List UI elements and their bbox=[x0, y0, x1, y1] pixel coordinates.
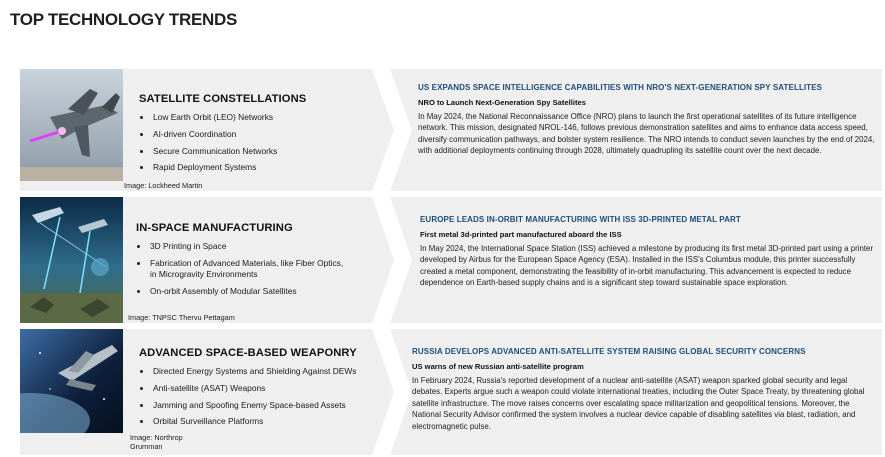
trend-row-3 bbox=[20, 329, 882, 455]
trend-bullet-list bbox=[139, 366, 389, 428]
page-title: TOP TECHNOLOGY TRENDS bbox=[10, 10, 238, 29]
image-credit: Image: Northrop Grumman bbox=[130, 433, 183, 451]
news-headline: US EXPANDS SPACE INTELLIGENCE CAPABILITIES WITH NRO'S NEXT-GENERATION SPY SATELLITES bbox=[418, 83, 823, 92]
trend-bullet: Secure Communication Networks bbox=[139, 146, 389, 157]
trend-row-1 bbox=[20, 69, 882, 191]
news-body: In February 2024, Russia's reported development of a nuclear anti-satellite (ASAT) weapon sparked global security and legal debates. Experts argue such a weapon could violate international treaties, including the Outer Space Treaty, by threatening global satellite infrastructure. The move raises concerns over escalating space militarization and geopolitical tensions. Moreover, the National Security Advisor confirmed the system involves a nuclear device capable of disabling satellites via blast, radiation, and electromagnetic pulse. bbox=[412, 376, 865, 431]
trend-bullet: On-orbit Assembly of Modular Satellites bbox=[136, 286, 386, 297]
trend-row-2 bbox=[20, 197, 882, 323]
news-body: In May 2024, the National Reconnaissance Office (NRO) plans to launch the first operational satellites of its future intelligence network. This mission, designated NROL-146, follows previous demonstration satellites and aims to enhance data access speed, diversify communication pathways, and bolster system resilience. The NRO intends to conduct seven launches by the end of 2024, with additional deployments continuing through 2028, ultimately quadrupling its satellite count over the next decade. bbox=[418, 112, 875, 156]
news-subheadline: US warns of new Russian anti-satellite program bbox=[412, 362, 584, 371]
trend-title: ADVANCED SPACE-BASED WEAPONRY bbox=[139, 347, 357, 359]
trend-bullet-list bbox=[136, 241, 386, 297]
trend-bullet: Anti-satellite (ASAT) Weapons bbox=[139, 383, 389, 394]
news-subheadline: NRO to Launch Next-Generation Spy Satellites bbox=[418, 98, 586, 107]
trend-bullet: Rapid Deployment Systems bbox=[139, 162, 389, 173]
image-credit: Image: Lockheed Martin bbox=[124, 181, 203, 190]
trend-bullet: Directed Energy Systems and Shielding Against DEWs bbox=[139, 366, 389, 377]
trend-bullet: Fabrication of Advanced Materials, like Fiber Optics, in Microgravity Environments bbox=[136, 258, 348, 281]
trend-bullet: AI-driven Coordination bbox=[139, 129, 389, 140]
trend-title: IN-SPACE MANUFACTURING bbox=[136, 222, 293, 234]
trend-bullet: Low Earth Orbit (LEO) Networks bbox=[139, 112, 389, 123]
trend-bullet: Jamming and Spoofing Enemy Space-based Assets bbox=[139, 400, 389, 411]
space-battlefield-image bbox=[20, 197, 123, 323]
fighter-jet-laser-image bbox=[20, 69, 123, 181]
news-headline: EUROPE LEADS IN-ORBIT MANUFACTURING WITH ISS 3D-PRINTED METAL PART bbox=[420, 215, 741, 224]
image-credit: Image: TNPSC Thervu Pettagam bbox=[128, 313, 235, 322]
news-subheadline: First metal 3d-printed part manufactured aboard the ISS bbox=[420, 230, 622, 239]
trend-title: SATELLITE CONSTELLATIONS bbox=[139, 93, 307, 105]
spaceplane-image bbox=[20, 329, 123, 433]
trend-bullet: Orbital Surveillance Platforms bbox=[139, 416, 389, 427]
trend-bullet-list bbox=[139, 112, 389, 174]
news-headline: RUSSIA DEVELOPS ADVANCED ANTI-SATELLITE SYSTEM RAISING GLOBAL SECURITY CONCERNS bbox=[412, 347, 806, 356]
news-body: In May 2024, the International Space Station (ISS) achieved a milestone by producing its first metal 3D-printed part using a printer developed by Airbus for the European Space Agency (ESA). Installed in the ISS's Columbus module, this printer successfully created a metal component, demonstrating the feasibility of in-orbit manufacturing. This advancement is expected to reduce dependence on Earth-based supply chains and is a significant step toward sustainable space exploration. bbox=[420, 244, 874, 288]
trend-bullet: 3D Printing in Space bbox=[136, 241, 386, 252]
